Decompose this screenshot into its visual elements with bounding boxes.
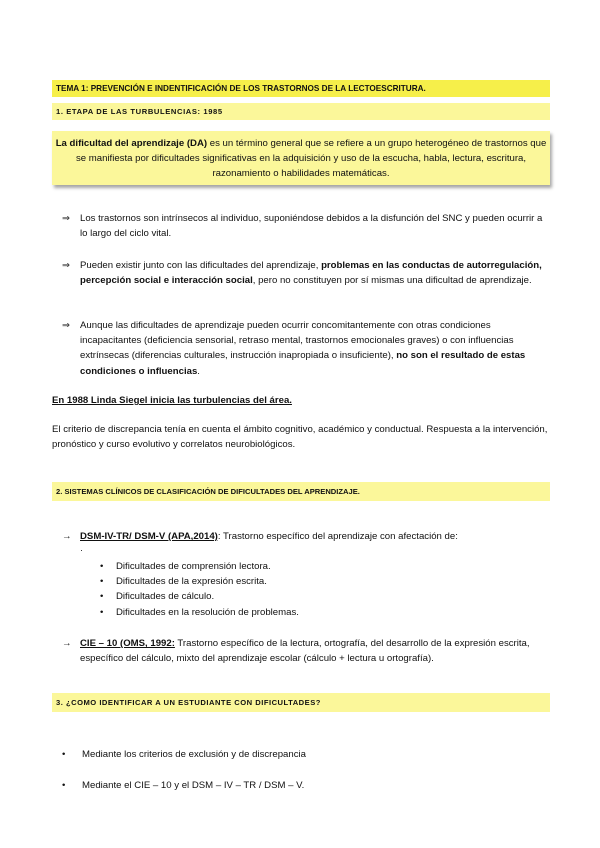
double-arrow-icon: ⇒ bbox=[62, 260, 71, 271]
cie-text: Trastorno específico de la lectura, ortografía, del desarrollo de la expresión escrita, específico del cálculo, mixto del aprendizaje escolar (cálculo + lectura u ortografía). bbox=[80, 638, 530, 665]
section-heading-stage: 1. ETAPA DE LAS TURBULENCIAS: 1985 bbox=[52, 103, 550, 120]
dsm-difficulties-list bbox=[100, 559, 299, 620]
right-arrow-icon: → bbox=[62, 638, 72, 649]
document-title: TEMA 1: PREVENCIÓN E INDENTIFICACIÓN DE LOS TRASTORNOS DE LA LECTOESCRITURA. bbox=[52, 80, 550, 97]
bullet-icon: • bbox=[100, 606, 104, 618]
bullet-icon: • bbox=[100, 591, 104, 603]
bullet-icon: • bbox=[100, 576, 104, 588]
section-heading-classification: 2. SISTEMAS CLÍNICOS DE CLASIFICACIÓN DE DIFICULTADES DEL APRENDIZAJE. bbox=[52, 482, 550, 501]
dsm-text: : Trastorno específico del aprendizaje con afectación de: bbox=[217, 531, 458, 542]
arrow-point-1 bbox=[62, 211, 552, 241]
cie-entry bbox=[62, 636, 558, 666]
bullet-icon: • bbox=[62, 749, 66, 760]
bullet-icon: • bbox=[62, 780, 66, 791]
arrow-point-2 bbox=[62, 258, 552, 288]
identification-list bbox=[62, 778, 304, 793]
criterion-paragraph: El criterio de discrepancia tenía en cuenta el ámbito cognitivo, académico y conductual. Respuesta a la intervención, pronóstico y curso evolutivo y correlatos neurobiológicos. bbox=[52, 424, 548, 451]
section-heading-identification: 3. ¿COMO IDENTIFICAR A UN ESTUDIANTE CON DIFICULTADES? bbox=[52, 693, 550, 712]
definition-term: La dificultad del aprendizaje (DA) bbox=[55, 138, 208, 149]
arrow-point-text: Aunque las dificultades de aprendizaje pueden ocurrir concomitantemente con otras condiciones incapacitantes (deficiencia sensorial, retraso mental, trastornos emocionales graves) o con influencias extrínsecas (diferencias culturales, instrucción inapropiada o insuficiente), no son el resultado de estas condiciones o influencias. bbox=[80, 320, 526, 377]
definition-box bbox=[52, 131, 550, 185]
arrow-point-text: Los trastornos son intrínsecos al individuo, suponiéndose debidos a la disfunción del SNC y pueden ocurrir a lo largo del ciclo vital. bbox=[80, 213, 543, 240]
bullet-icon: • bbox=[100, 561, 104, 572]
arrow-point-3 bbox=[62, 318, 552, 379]
dsm-label: DSM-IV-TR/ DSM-V (APA,2014) bbox=[80, 531, 218, 542]
list-item: • Dificultades de comprensión lectora. bbox=[100, 559, 299, 574]
double-arrow-icon: ⇒ bbox=[62, 320, 71, 331]
list-item: • Mediante el CIE – 10 y el DSM – IV – TR / DSM – V. bbox=[62, 780, 305, 791]
list-item: • Dificultades de la expresión escrita. bbox=[100, 574, 299, 589]
right-arrow-icon: → bbox=[62, 531, 72, 542]
arrow-point-text: Pueden existir junto con las dificultades del aprendizaje, problemas en las conductas de autorregulación, percepción social e interacción social, pero no constituyen por sí mismas una dificultad de aprendizaje. bbox=[80, 260, 542, 287]
siegel-statement: En 1988 Linda Siegel inicia las turbulencias del área. bbox=[52, 395, 292, 406]
list-item: • Dificultades de cálculo. bbox=[100, 589, 299, 604]
cie-label: CIE – 10 (OMS, 1992: bbox=[80, 638, 175, 649]
stray-dot: · bbox=[80, 545, 83, 555]
list-item: • Mediante los criterios de exclusión y de discrepancia bbox=[62, 749, 306, 760]
definition-text: es un término general que se refiere a un grupo heterogéneo de trastornos que se manifiesta por dificultades significativas en la adquisición y uso de la escucha, habla, lectura, escritura, razonamiento o habilidades matemáticas. bbox=[75, 138, 547, 179]
identification-list bbox=[62, 747, 306, 762]
dsm-entry bbox=[62, 529, 558, 544]
list-item: • Dificultades en la resolución de problemas. bbox=[100, 605, 299, 620]
double-arrow-icon: ⇒ bbox=[62, 213, 71, 224]
